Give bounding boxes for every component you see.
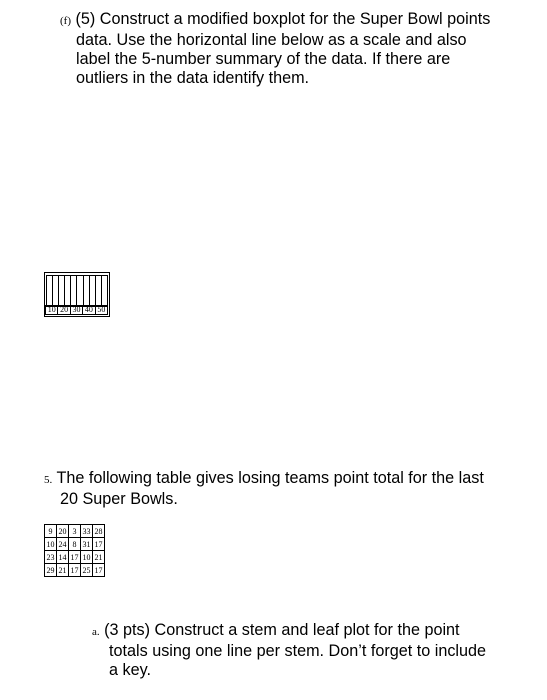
table-cell: 14: [58, 552, 67, 562]
question-f: [60, 10, 490, 88]
table-cell: 17: [70, 565, 79, 575]
question-a-line-1: (3 pts) Construct a stem and leaf plot for the point: [104, 621, 460, 639]
question-f-line-3: label the 5-number summary of the data. If there are: [76, 50, 451, 68]
table-cell: 21: [58, 565, 67, 575]
question-f-line-1: Construct a modified boxplot for the Super Bowl points: [99, 10, 491, 28]
table-cell: 24: [58, 539, 67, 549]
question-5: [44, 469, 484, 509]
table-cell: 33: [82, 526, 91, 536]
table-cell: 17: [70, 552, 79, 562]
table-row: [45, 551, 105, 564]
table-cell: 9: [45, 525, 57, 538]
table-cell: 29: [46, 565, 55, 575]
question-f-line-4: outliers in the data identify them.: [76, 69, 310, 87]
question-a: [92, 621, 486, 680]
points-table: [44, 524, 105, 577]
table-cell: 25: [82, 565, 91, 575]
table-cell: 10: [46, 539, 55, 549]
table-cell: 17: [94, 539, 103, 549]
table-cell: 3: [69, 525, 81, 538]
scale-label: 40: [82, 305, 95, 315]
question-5-line-2: 20 Super Bowls.: [60, 490, 178, 508]
scale-label: 10: [45, 305, 58, 315]
question-f-points: (5): [75, 10, 96, 28]
table-cell: 28: [94, 526, 103, 536]
question-5-marker: 5.: [44, 474, 53, 486]
question-f-line-2: data. Use the horizontal line below as a scale and also: [76, 31, 467, 49]
question-a-line-3: a key.: [109, 661, 151, 679]
table-row: [45, 525, 105, 538]
scale-label: 20: [57, 305, 70, 315]
question-f-marker: (f): [60, 15, 71, 27]
scale-label: 30: [70, 305, 83, 315]
scale-label: 50: [95, 305, 108, 315]
table-cell: 17: [94, 565, 103, 575]
table-cell: 21: [94, 552, 103, 562]
question-a-marker: a.: [92, 626, 100, 638]
scale-labels: [46, 305, 108, 315]
table-cell: 31: [82, 539, 91, 549]
question-a-line-2: totals using one line per stem. Don’t forget to include: [109, 642, 487, 660]
scale-tick-marks: [46, 275, 108, 307]
boxplot-scale: [44, 272, 110, 317]
question-5-line-1: The following table gives losing teams point total for the last: [56, 469, 484, 487]
table-row: [45, 564, 105, 577]
table-cell: 23: [46, 552, 55, 562]
table-cell: 20: [58, 526, 67, 536]
table-cell: 8: [69, 538, 81, 551]
table-row: [45, 538, 105, 551]
table-cell: 10: [82, 552, 91, 562]
